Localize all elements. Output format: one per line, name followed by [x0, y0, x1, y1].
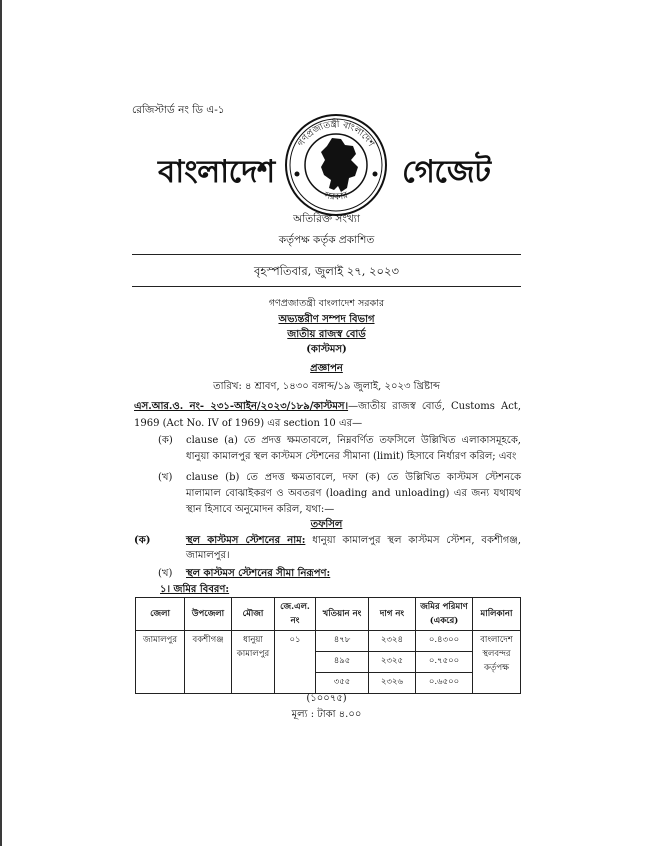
cell-area: ০.৭৫০০	[416, 652, 473, 673]
cell-upazila: বকশীগঞ্জ	[185, 631, 232, 694]
gazette-title-bangladesh: বাংলাদেশ	[158, 154, 275, 190]
svg-text:সরকার: সরকার	[322, 190, 350, 203]
board-name: জাতীয় রাজস্ব বোর্ড	[287, 329, 366, 340]
station-name: ধানুয়া কামালপুর স্থল কাস্টমস স্টেশন, বকশীগঞ্জ, জামালপুর।	[186, 535, 521, 561]
item-mark: (ক)	[158, 435, 173, 446]
land-details-heading: ১। জমির বিবরণ:	[160, 584, 230, 595]
extra-issue-label: অতিরিক্ত সংখ্যা	[293, 213, 360, 225]
sro-paragraph	[134, 398, 521, 432]
station-mark: (ক)	[134, 535, 151, 546]
cell-area: ০.৪৩০০	[416, 631, 473, 652]
col-jl-no: জে.এল. নং	[275, 598, 316, 631]
col-owner: মালিকানা	[473, 598, 521, 631]
cell-dag: ২৩২৬	[369, 673, 416, 694]
registration-number: রেজিস্টার্ড নং ডি এ-১	[132, 104, 225, 116]
cell-dag: ২৩২৫	[369, 652, 416, 673]
svg-text:গণপ্রজাতন্ত্রী বাংলাদেশ: গণপ্রজাতন্ত্রী বাংলাদেশ	[296, 119, 376, 149]
limits-label: স্থল কাস্টমস স্টেশনের সীমা নিরূপণ:	[186, 568, 331, 579]
land-table	[135, 597, 521, 694]
schedule-heading: তফসিল	[310, 519, 343, 530]
item-mark: (খ)	[158, 472, 173, 483]
notification-heading: প্রজ্ঞাপন	[310, 363, 343, 374]
cell-khatian: ৪৭৮	[316, 631, 369, 652]
station-label: স্থল কাস্টমস স্টেশনের নাম:	[186, 535, 306, 546]
limits-mark: (খ)	[158, 568, 173, 579]
item-text: clause (a) তে প্রদত্ত ক্ষমতাবলে, নিম্নবর্ণিত তফসিলে উল্লিখিত এলাকাসমূহকে, ধানুয়া কামালপুর স্থল কাস্টমস স্টেশনের সীমানা (limit) হিসাবে নির্ধারণ করিল; এবং	[186, 435, 521, 462]
header-rule-top	[132, 254, 521, 255]
col-area: জমির পরিমাণ (একরে)	[416, 598, 473, 631]
notification-date: তারিখ: ৪ শ্রাবণ, ১৪৩০ বঙ্গাব্দ/১৯ জুলাই, ২০২৩ খ্রিষ্টাব্দ	[213, 381, 440, 392]
col-dag: দাগ নং	[369, 598, 416, 631]
cell-owner: বাংলাদেশ স্থলবন্দর কর্তৃপক্ষ	[473, 631, 521, 694]
cell-district: জামালপুর	[136, 631, 185, 694]
government-seal-emblem	[283, 112, 389, 218]
cell-dag: ২৩২৪	[369, 631, 416, 652]
cell-khatian: ৪৯৫	[316, 652, 369, 673]
header-rule-bottom	[132, 286, 521, 287]
cell-mouza: ধানুয়া কামালপুর	[232, 631, 275, 694]
table-header-row	[136, 598, 521, 631]
sro-intro: —জাতীয় রাজস্ব বোর্ড, Customs Act, 1969 (Act No. IV of 1969) এর section 10 এর—	[134, 401, 521, 429]
cell-area: ০.৬৫০০	[416, 673, 473, 694]
published-by-label: কর্তৃপক্ষ কর্তৃক প্রকাশিত	[278, 234, 375, 246]
station-text	[186, 533, 521, 563]
government-name: গণপ্রজাতন্ত্রী বাংলাদেশ সরকার	[268, 298, 385, 309]
sro-number: এস.আর.ও. নং- ২৩১-আইন/২০২৩/১৮৯/কাস্টমস।	[134, 401, 349, 412]
gazette-title-gazette: গেজেট	[402, 154, 491, 190]
seal-icon	[283, 112, 389, 218]
list-item	[134, 470, 521, 516]
list-item	[134, 433, 521, 467]
gazette-date: বৃহস্পতিবার, জুলাই ২৭, ২০২৩	[254, 264, 399, 278]
col-khatian: খতিয়ান নং	[316, 598, 369, 631]
item-text: clause (b) তে প্রদত্ত ক্ষমতাবলে, দফা (ক) তে উল্লিখিত কাস্টমস স্টেশনকে মালামাল বোঝাইকরণ ও অবতরণ (loading and unloading) এর জন্য যথাযথ স্থান হিসাবে অনুমোদন করিল, যথা:—	[186, 472, 521, 515]
cell-jl-no: ০১	[275, 631, 316, 694]
col-mouza: মৌজা	[232, 598, 275, 631]
cell-khatian: ৩৫৫	[316, 673, 369, 694]
col-district: জেলা	[136, 598, 185, 631]
page-number: (১০০৭৫)	[306, 693, 347, 704]
ministry-name: অভ্যন্তরীণ সম্পদ বিভাগ	[278, 314, 375, 325]
price-label: মূল্য : টাকা ৪.০০	[291, 709, 362, 720]
department-name: (কাস্টমস)	[306, 344, 347, 355]
table-row	[136, 631, 521, 652]
col-upazila: উপজেলা	[185, 598, 232, 631]
